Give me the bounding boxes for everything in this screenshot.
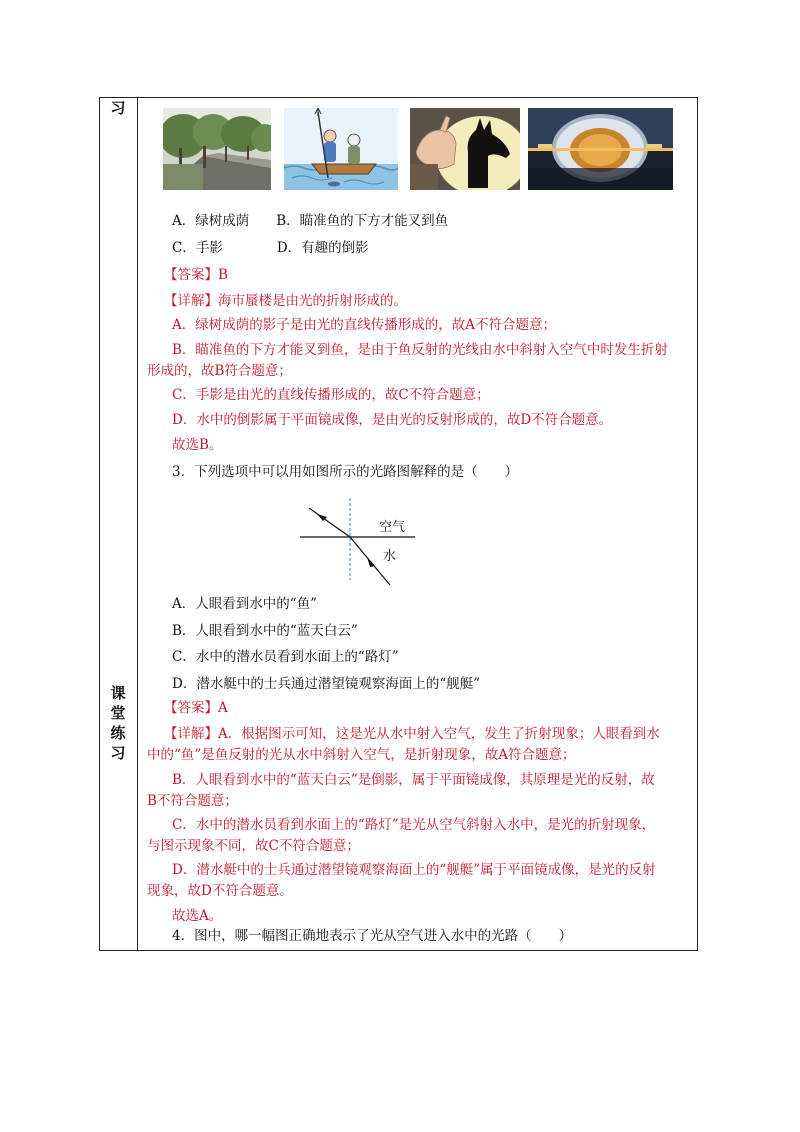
spear-fishing-illustration xyxy=(284,108,398,190)
column-divider xyxy=(137,97,138,951)
q2-options-row1: A．绿树成荫 B．瞄准鱼的下方才能叉到鱼 xyxy=(172,213,449,229)
q3-detail-b2: B不符合题意； xyxy=(147,793,238,809)
side-char: 课 xyxy=(110,684,126,702)
q3-detail-1: 【详解】A．根据图示可知，这是光从水中射入空气，发生了折射现象；人眼看到水 xyxy=(164,726,660,742)
reflection-building-photo xyxy=(528,108,673,190)
q2-detail-title: 【详解】海市蜃楼是由光的折射形成的。 xyxy=(164,293,407,309)
side-char: 练 xyxy=(110,724,126,742)
light-path-diagram xyxy=(295,496,435,586)
q3-answer: 【答案】A xyxy=(164,700,228,716)
side-label-top: 习 xyxy=(110,99,126,117)
q2-detail-c: C．手影是由光的直线传播形成的，故C不符合题意； xyxy=(172,387,490,403)
q3-detail-d2: 现象，故D不符合题意。 xyxy=(147,883,293,899)
q2-detail-b2: 形成的，故B符合题意； xyxy=(147,363,292,379)
hand-shadow-photo xyxy=(410,108,520,190)
q2-options-row2: C．手影 D．有趣的倒影 xyxy=(172,240,369,256)
q2-detail-a: A．绿树成荫的影子是由光的直线传播形成的，故A不符合题意； xyxy=(172,317,556,333)
q4-stem: 4．图中，哪一幅图正确地表示了光从空气进入水中的光路（ ） xyxy=(172,928,573,944)
side-char: 习 xyxy=(110,744,126,762)
q2-detail-b1: B．瞄准鱼的下方才能叉到鱼，是由于鱼反射的光线由水中斜射入空气中时发生折射 xyxy=(172,342,668,358)
q2-conclusion: 故选B。 xyxy=(172,437,223,453)
q3-option-b: B．人眼看到水中的“蓝天白云” xyxy=(172,623,358,639)
diagram-water-label: 水 xyxy=(383,549,397,564)
q3-stem: 3．下列选项中可以用如图所示的光路图解释的是（ ） xyxy=(172,464,519,480)
q3-detail-b1: B．人眼看到水中的“蓝天白云”是倒影，属于平面镜成像，其原理是光的反射，故 xyxy=(172,772,655,788)
q3-option-d: D．潜水艇中的士兵通过潜望镜观察海面上的“舰艇” xyxy=(172,676,481,692)
q3-detail-d1: D．潜水艇中的士兵通过潜望镜观察海面上的“舰艇”属于平面镜成像，是光的反射 xyxy=(172,862,656,878)
q2-answer: 【答案】B xyxy=(164,267,228,283)
diagram-air-label: 空气 xyxy=(379,520,406,535)
q3-detail-c1: C．水中的潜水员看到水面上的“路灯”是光从空气斜射入水中，是光的折射现象， xyxy=(172,817,656,833)
side-char: 堂 xyxy=(110,704,126,722)
side-label-classroom-practice xyxy=(105,683,131,763)
q3-option-a: A．人眼看到水中的“鱼” xyxy=(172,596,318,612)
trees-shade-photo xyxy=(163,108,271,190)
q2-detail-d: D．水中的倒影属于平面镜成像，是由光的反射形成的，故D不符合题意。 xyxy=(172,412,613,428)
q3-detail-c2: 与图示现象不同，故C不符合题意； xyxy=(147,838,360,854)
q3-option-c: C．水中的潜水员看到水面上的“路灯” xyxy=(172,649,399,665)
q3-detail-2: 中的“鱼”是鱼反射的光从水中斜射入空气，是折射现象，故A符合题意； xyxy=(147,747,576,763)
q3-conclusion: 故选A。 xyxy=(172,908,223,924)
